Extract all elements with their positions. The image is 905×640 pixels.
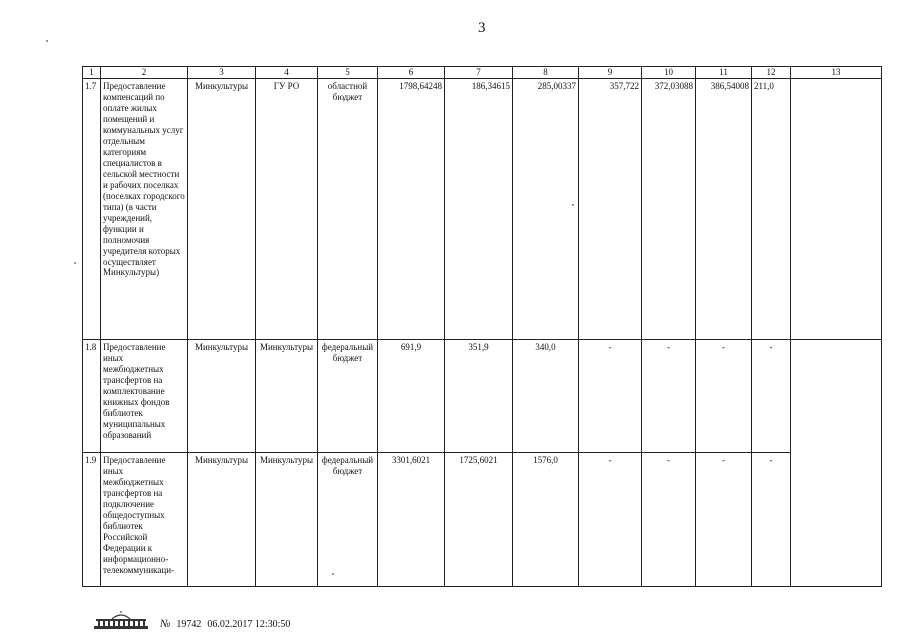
header-cell: 12 bbox=[752, 67, 791, 79]
funding-source-cell: федеральный бюджет bbox=[318, 340, 378, 453]
table-row bbox=[83, 340, 882, 453]
document-footer bbox=[92, 610, 290, 630]
header-cell: 5 bbox=[318, 67, 378, 79]
header-cell: 3 bbox=[188, 67, 256, 79]
row-number: 1.9 bbox=[83, 453, 101, 587]
number-sign: № bbox=[160, 618, 171, 630]
header-cell: 13 bbox=[791, 67, 882, 79]
participant-cell: Минкультуры bbox=[256, 453, 318, 587]
value-cell: 357,722 bbox=[579, 79, 642, 340]
participant-cell: ГУ РО bbox=[256, 79, 318, 340]
header-cell: 4 bbox=[256, 67, 318, 79]
funding-source-cell: федеральный бюджет bbox=[318, 453, 378, 587]
value-cell: - bbox=[696, 340, 752, 453]
executor-cell: Минкультуры bbox=[188, 453, 256, 587]
header-cell: 11 bbox=[696, 67, 752, 79]
value-cell: - bbox=[579, 453, 642, 587]
header-cell: 1 bbox=[83, 67, 101, 79]
row-number: 1.7 bbox=[83, 79, 101, 340]
executor-cell: Минкультуры bbox=[188, 79, 256, 340]
value-cell: - bbox=[642, 340, 696, 453]
header-cell: 6 bbox=[378, 67, 445, 79]
value-cell: 285,00337 bbox=[513, 79, 579, 340]
note-cell bbox=[791, 453, 882, 587]
scan-speck bbox=[332, 573, 334, 575]
table-row bbox=[83, 453, 882, 587]
scan-speck bbox=[46, 40, 48, 42]
value-cell: 386,54008 bbox=[696, 79, 752, 340]
header-cell: 9 bbox=[579, 67, 642, 79]
measure-name: Предоставление иных межбюджетных трансфертов на подключение общедоступных библиотек Российской Федерации к информационно-телекоммуникаци- bbox=[101, 453, 188, 587]
value-cell: - bbox=[642, 453, 696, 587]
value-cell: 372,03088 bbox=[642, 79, 696, 340]
document-registration bbox=[160, 618, 290, 630]
header-cell: 7 bbox=[445, 67, 513, 79]
table-row bbox=[83, 79, 882, 340]
value-cell: - bbox=[752, 453, 791, 587]
measure-name: Предоставление иных межбюджетных трансфертов на комплектование книжных фондов библиотек муниципальных образований bbox=[101, 340, 188, 453]
page-number: 3 bbox=[478, 20, 486, 36]
value-cell: 211,0 bbox=[752, 79, 791, 340]
document-datetime: 06.02.2017 12:30:50 bbox=[207, 619, 291, 630]
data-table bbox=[82, 66, 882, 587]
executor-cell: Минкультуры bbox=[188, 340, 256, 453]
row-number: 1.8 bbox=[83, 340, 101, 453]
value-cell: 3301,6021 bbox=[378, 453, 445, 587]
note-cell bbox=[791, 340, 882, 453]
value-cell: 1576,0 bbox=[513, 453, 579, 587]
document-number: 19742 bbox=[176, 619, 202, 630]
value-cell: - bbox=[752, 340, 791, 453]
header-cell: 2 bbox=[101, 67, 188, 79]
value-cell: 351,9 bbox=[445, 340, 513, 453]
header-cell: 8 bbox=[513, 67, 579, 79]
value-cell: 1725,6021 bbox=[445, 453, 513, 587]
government-building-logo-icon bbox=[92, 610, 150, 630]
scan-speck bbox=[572, 204, 574, 206]
header-cell: 10 bbox=[642, 67, 696, 79]
funding-source-cell: областной бюджет bbox=[318, 79, 378, 340]
value-cell: 1798,64248 bbox=[378, 79, 445, 340]
value-cell: 186,34615 bbox=[445, 79, 513, 340]
scan-speck bbox=[74, 262, 76, 264]
value-cell: - bbox=[696, 453, 752, 587]
value-cell: 340,0 bbox=[513, 340, 579, 453]
table-header-row bbox=[83, 67, 882, 79]
participant-cell: Минкультуры bbox=[256, 340, 318, 453]
note-cell bbox=[791, 79, 882, 340]
value-cell: - bbox=[579, 340, 642, 453]
measure-name: Предоставление компенсаций по оплате жилых помещений и коммунальных услуг отдельным категориям специалистов в сельской местности и рабочих поселках (поселках городского типа) (в части учреждений, функции и полномочия учредителя которых осуществляет Минкультуры) bbox=[101, 79, 188, 340]
value-cell: 691,9 bbox=[378, 340, 445, 453]
